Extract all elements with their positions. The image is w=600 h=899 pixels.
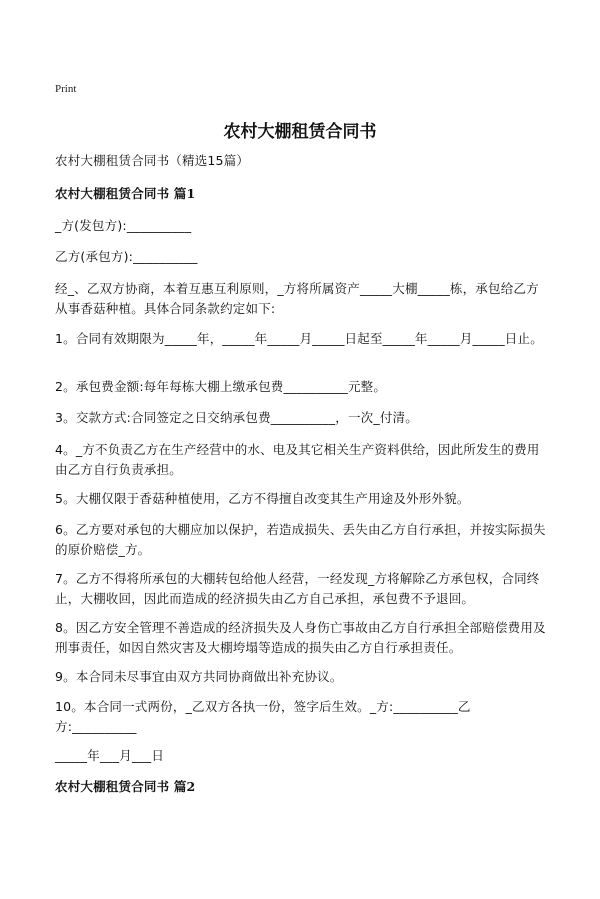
clause-4: 4。_方不负责乙方在生产经营中的水、电及其它相关生产资料供给，因此所发生的费用由乙方自行负责承担。 [55, 442, 540, 477]
section-heading-1: 农村大棚租赁合同书 篇1 [55, 186, 196, 201]
clause-3: 3。交款方式:合同签定之日交纳承包费__________，一次_付清。 [55, 410, 418, 425]
clause-10: 10。本合同一式两份，_乙双方各执一份，签字后生效。_方:__________乙方:__________ [55, 699, 471, 734]
party-a-line: _方(发包方):__________ [55, 218, 192, 233]
party-b-line: 乙方(承包方):__________ [55, 249, 198, 264]
clause-7: 7。乙方不得将所承包的大棚转包给他人经营，一经发现_方将解除乙方承包权，合同终止，大棚收回，因此而造成的经济损失由乙方自己承担，承包费不予退回。 [55, 571, 540, 606]
clause-8: 8。因乙方安全管理不善造成的经济损失及人身伤亡事故由乙方自行承担全部赔偿费用及刑事责任，如因自然灾害及大棚垮塌等造成的损失由乙方自行承担责任。 [55, 620, 546, 655]
clause-6: 6。乙方要对承包的大棚应加以保护，若造成损失、丢失由乙方自行承担，并按实际损失的原价赔偿_方。 [55, 522, 546, 557]
print-label: Print [55, 83, 77, 95]
clause-5: 5。大棚仅限于香菇种植使用，乙方不得擅自改变其生产用途及外形外貌。 [55, 491, 470, 506]
date-line: _____年___月___日 [55, 748, 165, 763]
clause-2: 2。承包费金额:每年每栋大棚上缴承包费__________元整。 [55, 379, 387, 394]
intro-paragraph: 经_、乙双方协商，本着互惠互利原则，_方将所属资产_____大棚_____栋，承包给乙方从事香菇种植。具体合同条款约定如下: [55, 281, 539, 316]
document-subtitle: 农村大棚租赁合同书（精选15篇） [55, 153, 250, 168]
document-title: 农村大棚租赁合同书 [223, 122, 377, 142]
section-heading-2: 农村大棚租赁合同书 篇2 [55, 779, 196, 794]
clause-9: 9。本合同未尽事宜由双方共同协商做出补充协议。 [55, 669, 343, 684]
clause-1: 1。合同有效期限为_____年，_____年_____月_____日起至_____年_____月_____日止。 [55, 331, 543, 346]
